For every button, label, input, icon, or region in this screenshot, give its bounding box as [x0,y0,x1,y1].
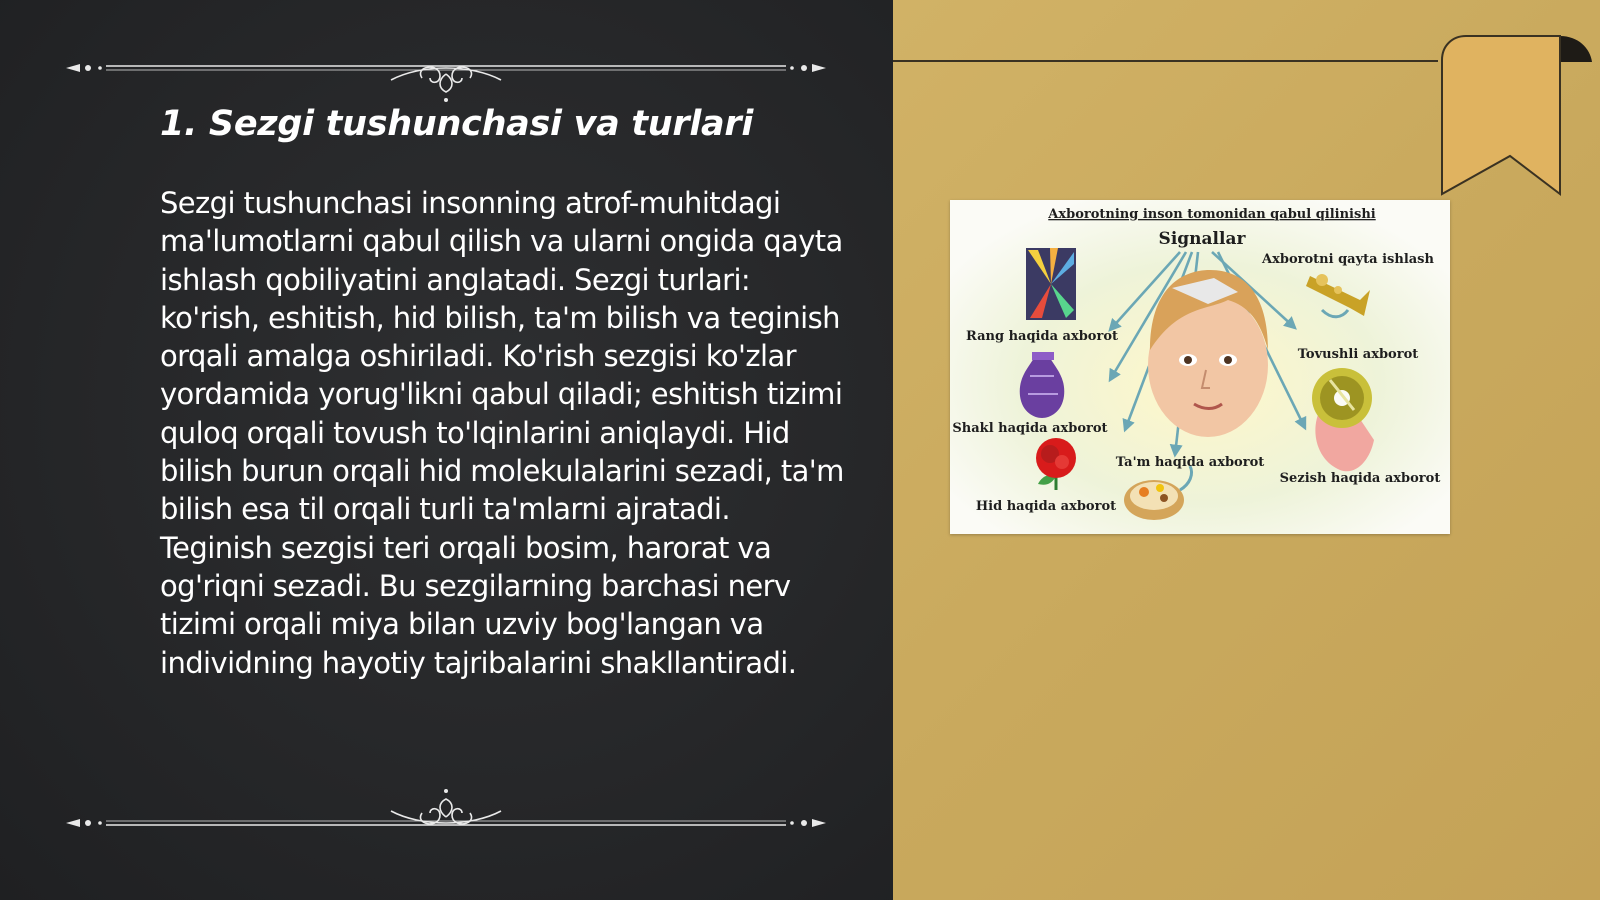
child-face-illustration [1148,270,1268,437]
label-shape-info: Shakl haqida axborot [952,421,1108,436]
bottom-ornament-divider [66,775,826,835]
perception-diagram-image [950,200,1450,534]
header-rule [893,60,1438,62]
slide-body-text: Sezgi tushunchasi insonning atrof-muhitdagi ma'lumotlarni qabul qilish va ularni ongida qayta ishlash qobiliyatini anglatadi. Sezgi turlari: ko'rish, eshitish, hid bilish, ta'm bilish va teginish orqali amalga oshiriladi. Ko'rish sezgisi ko'zlar yordamida yorug'likni qabul qiladi; eshitish tizimi quloq orqali tovush to'lqinlarini aniqlaydi. Hid bilish burun orqali hid molekulalarini sezadi, ta'm bilish esa til orqali turli ta'mlarni ajratadi. Teginish sezgisi teri orqali bosim, harorat va og'riqni sezadi. Bu sezgilarning barchasi nerv tizimi orqali miya bilan uzviy bog'langan va individning hayotiy tajribalarini shakllantiradi. [160,186,844,680]
label-touch-info: Sezish haqida axborot [1279,471,1441,486]
top-ornament-divider [66,44,826,104]
diagram-signals-label: Signallar [1158,229,1246,249]
bookmark-ribbon-icon [1432,34,1600,204]
label-smell-info: Hid haqida axborot [975,499,1117,514]
label-taste-info: Ta'm haqida axborot [1115,455,1265,470]
label-processing-info: Axborotni qayta ishlash [1262,252,1434,267]
prism-icon [1026,248,1076,320]
perception-diagram [950,200,1450,534]
label-sound-info: Tovushli axborot [1297,347,1419,362]
slide-title: 1. Sezgi tushunchasi va turlari [160,104,754,144]
label-color-info: Rang haqida axborot [966,329,1118,344]
diagram-heading: Axborotning inson tomonidan qabul qilinishi [1048,207,1376,222]
